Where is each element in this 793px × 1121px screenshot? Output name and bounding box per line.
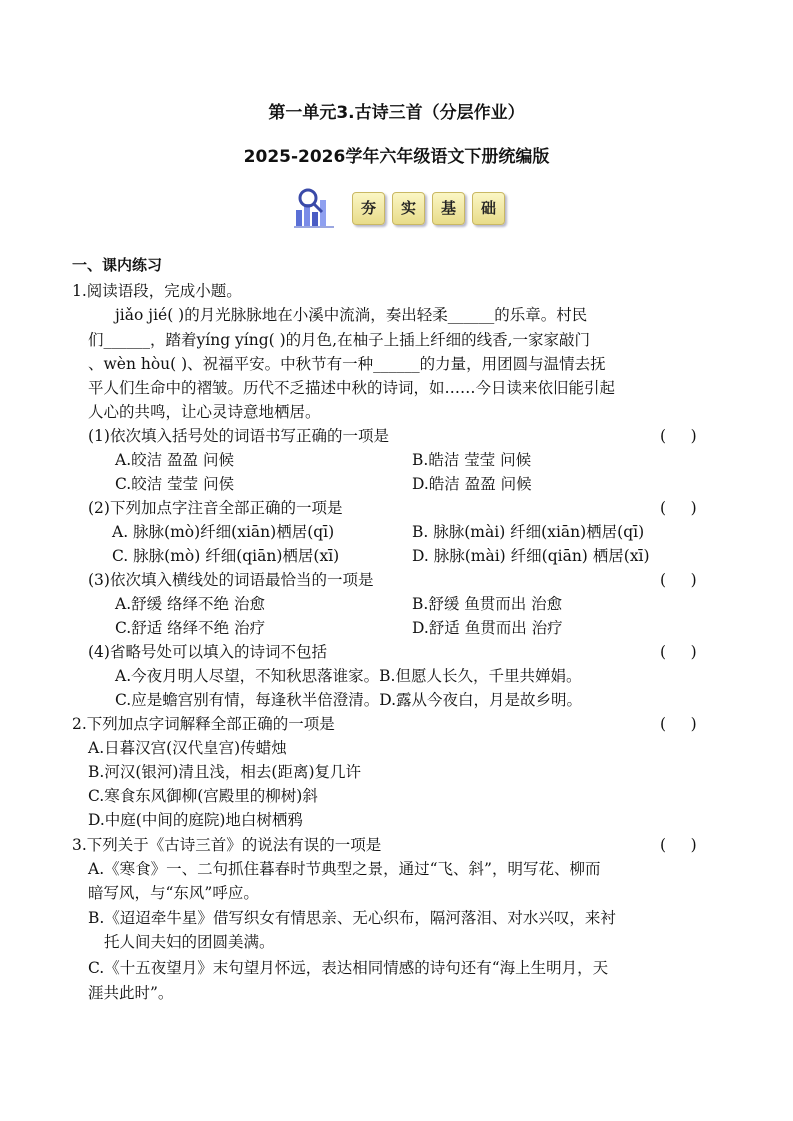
option-a-cont: 暗写风，与“东风”呼应。 [88,884,259,902]
options-cd: C.应是蟾宫别有情，每逢秋半倍澄清。D.露从今夜白，月是故乡明。 [115,691,583,709]
banner-char-2: 实 [392,192,425,225]
option-b: B.河汉(银河)清且浅，相去(距离)复几许 [88,763,362,781]
answer-paren[interactable]: ( ) [660,836,697,854]
option-a: A.日暮汉宫(汉代皇宫)传蜡烛 [88,739,287,757]
q1-passage-line: jiǎo jié( )的月光脉脉地在小溪中流淌，奏出轻柔______的乐章。村民 [115,306,588,324]
q1-stem: 1.阅读语段，完成小题。 [72,282,242,300]
answer-paren[interactable]: ( ) [660,643,697,661]
option-d: D.舒适 鱼贯而出 治疗 [412,619,563,637]
option-b: B.《迢迢牵牛星》借写织女有情思亲、无心织布，隔河落泪、对水兴叹，来衬 [88,909,616,927]
option-b: B. 脉脉(mài) 纤细(xiān)栖居(qī) [412,523,645,541]
option-a: A.《寒食》一、二句抓住暮春时节典型之景，通过“飞、斜”，明写花、柳而 [88,860,601,878]
banner-char-3: 基 [432,192,465,225]
banner-char-1: 夯 [352,192,385,225]
option-d: D.皓洁 盈盈 问候 [412,475,532,493]
q1-1-stem: (1)依次填入括号处的词语书写正确的一项是 [88,427,389,445]
page-subtitle: 2025-2026学年六年级语文下册统编版 [243,147,550,167]
option-a: A.舒缓 络绎不绝 治愈 [115,595,265,613]
answer-paren[interactable]: ( ) [660,427,697,445]
option-b-cont: 托人间夫妇的团圆美满。 [104,933,275,951]
answer-paren[interactable]: ( ) [660,499,697,517]
answer-paren[interactable]: ( ) [660,715,697,733]
option-c-cont: 涯共此时”。 [88,984,174,1002]
q1-4-stem: (4)省略号处可以填入的诗词不包括 [88,643,327,661]
options-ab: A.今夜月明人尽望，不知秋思落谁家。B.但愿人长久，千里共婵娟。 [115,667,582,685]
option-d: D.中庭(中间的庭院)地白树栖鸦 [88,811,303,829]
q1-2-stem: (2)下列加点字注音全部正确的一项是 [88,499,343,517]
q3-stem: 3.下列关于《古诗三首》的说法有误的一项是 [72,836,382,854]
q1-passage-line: 人心的共鸣，让心灵诗意地栖居。 [88,403,321,421]
option-c: C. 脉脉(mò) 纤细(qiān)栖居(xī) [112,547,340,565]
option-b: B.舒缓 鱼贯而出 治愈 [412,595,563,613]
section-heading: 一、课内练习 [72,256,163,274]
option-a: A. 脉脉(mò)纤细(xiān)栖居(qī) [112,523,335,541]
option-a: A.皎洁 盈盈 问候 [115,451,234,469]
q1-passage-line: 、wèn hòu( )、祝福平安。中秋节有一种______的力量，用团圆与温情去抚 [88,355,606,373]
section-banner [292,186,512,230]
banner-char-4: 础 [472,192,505,225]
q1-passage-line: 们______，踏着yíng yíng( )的月色,在柚子上插上纤细的线香,一家家敲门 [88,331,591,349]
option-c: C.舒适 络绎不绝 治疗 [115,619,266,637]
page-title: 第一单元3.古诗三首（分层作业） [268,103,525,123]
option-b: B.皓洁 莹莹 问候 [412,451,532,469]
bar-chart-magnifier-icon [292,186,342,230]
option-c: C.《十五夜望月》末句望月怀远，表达相同情感的诗句还有“海上生明月，天 [88,959,609,977]
option-d: D. 脉脉(mài) 纤细(qiān) 栖居(xī) [412,547,650,565]
answer-paren[interactable]: ( ) [660,571,697,589]
option-c: C.皎洁 莹莹 问侯 [115,475,235,493]
q1-3-stem: (3)依次填入横线处的词语最恰当的一项是 [88,571,374,589]
q1-passage-line: 平人们生命中的褶皱。历代不乏描述中秋的诗词，如……今日读来依旧能引起 [88,379,616,397]
option-c: C.寒食东风御柳(宫殿里的柳树)斜 [88,787,318,805]
q2-stem: 2.下列加点字词解释全部正确的一项是 [72,715,335,733]
